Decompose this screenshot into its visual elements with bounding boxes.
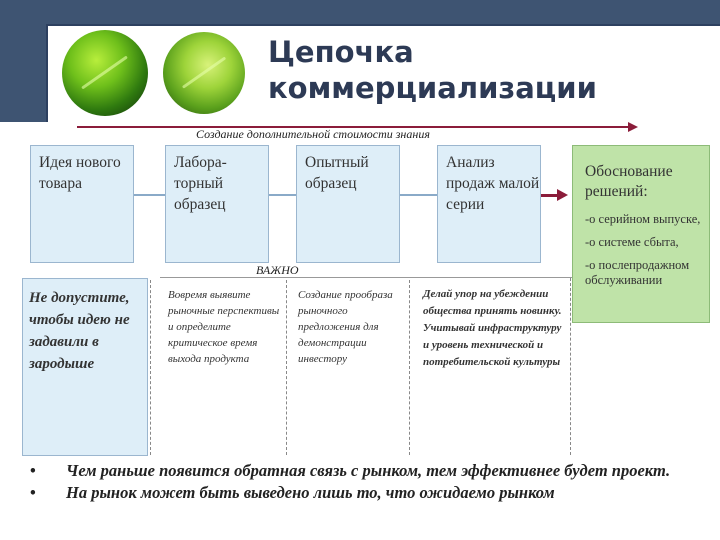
- dashed-divider: [409, 280, 410, 455]
- step-lab-sample: Лабора-торный образец: [165, 145, 269, 263]
- step-sales-analysis: Анализ продаж малой серии: [437, 145, 541, 263]
- note-prototype: Создание прообраза рыночного предложения для демонстрации инвестору: [298, 289, 393, 365]
- bullet-list: [30, 461, 710, 505]
- decision-item: -о серийном выпуске,: [585, 212, 701, 226]
- step-idea: Идея нового товара: [30, 145, 134, 263]
- green-leaf-image: [163, 32, 245, 114]
- step-prototype: Опытный образец: [296, 145, 400, 263]
- dashed-divider: [570, 278, 571, 455]
- decision-title: Обоснование решений:: [585, 163, 673, 200]
- bullet-item: [30, 461, 710, 481]
- bullet-icon: •: [30, 483, 36, 502]
- connector-line: [134, 194, 165, 196]
- note-lab: Вовремя выявите рыночные перспективы и определите критическое время выхода продукта: [168, 289, 280, 365]
- dashed-divider: [150, 280, 151, 455]
- bullet-icon: •: [30, 461, 36, 480]
- slide-title: Цепочка коммерциализации: [268, 35, 597, 105]
- decision-item: -о послепродажном обслуживании: [585, 258, 690, 287]
- connector-line: [400, 194, 437, 196]
- chain-subtitle: Создание дополнительной стоимости знания: [196, 127, 430, 141]
- arrow-head-icon: [557, 189, 568, 201]
- connector-line: [269, 194, 296, 196]
- important-label: ВАЖНО: [256, 263, 299, 277]
- bullet-item: [30, 483, 710, 503]
- divider: [160, 277, 572, 278]
- decision-box: [572, 145, 710, 323]
- decision-item: -о системе сбыта,: [585, 235, 679, 249]
- warning-box: Не допустите, чтобы идею не задавили в зародыше: [22, 278, 148, 456]
- bullet-text: На рынок может быть выведено лишь то, что ожидаемо рынком: [66, 483, 555, 502]
- note-sales: Делай упор на убеждении общества принять новинку. Учитывай инфраструктуру и уровень технической и потребительской культуры: [423, 288, 562, 368]
- green-leaf-image: [62, 30, 148, 116]
- arrow-head-icon: [628, 122, 638, 132]
- dashed-divider: [286, 280, 287, 455]
- bullet-text: Чем раньше появится обратная связь с рынком, тем эффективнее будет проект.: [66, 461, 671, 480]
